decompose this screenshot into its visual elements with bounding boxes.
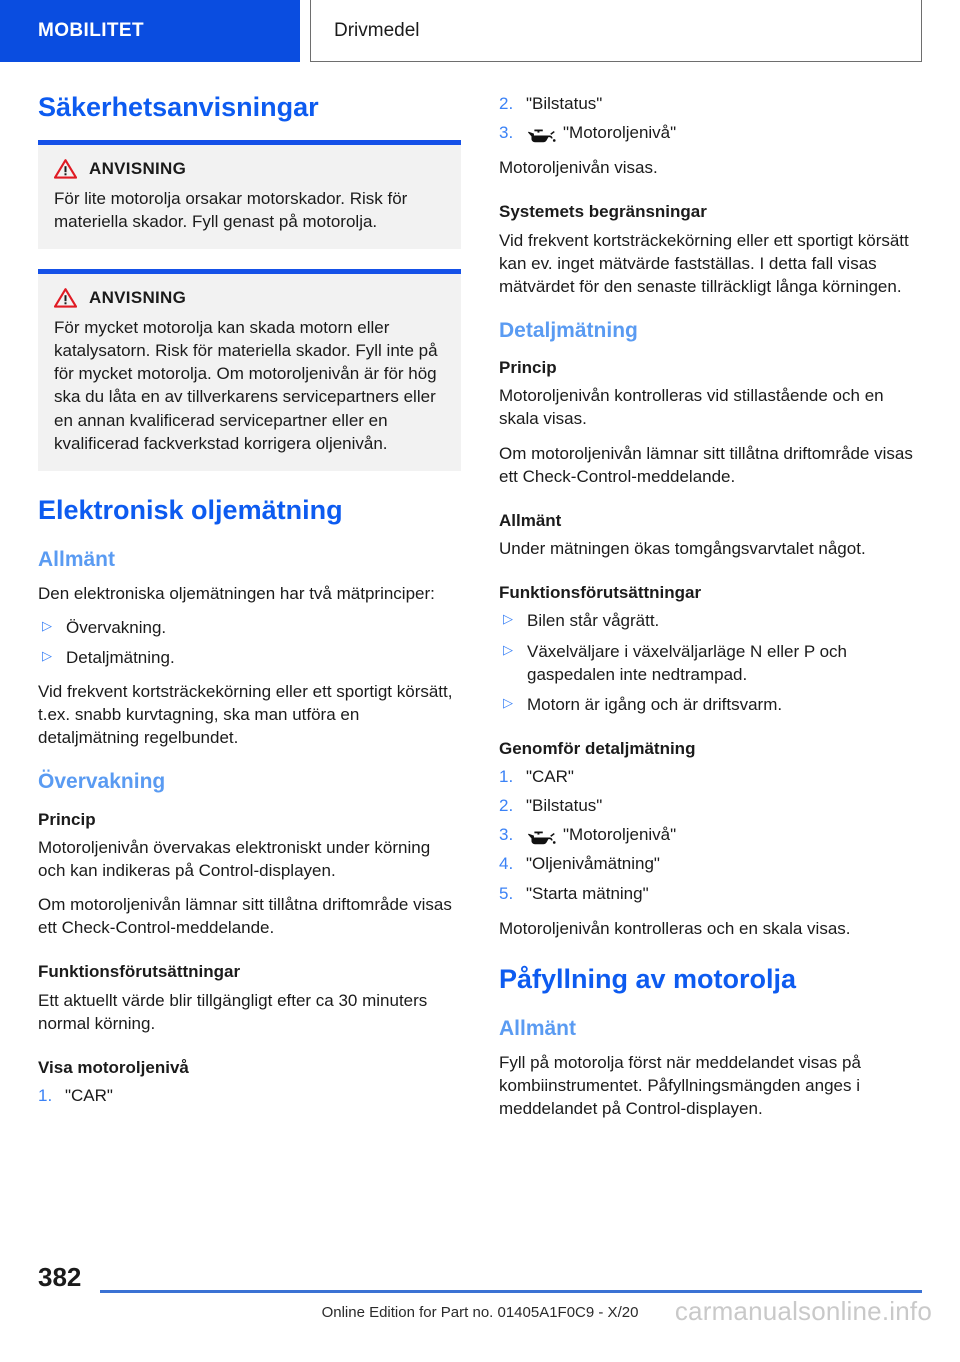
list-item — [499, 852, 922, 876]
heading-allmant: Allmänt — [499, 510, 562, 530]
footer-row — [0, 1262, 960, 1293]
heading-visa-motoroljeniva: Visa motoroljenivå — [38, 1057, 189, 1077]
list-item-label: "Starta mätning" — [526, 883, 649, 903]
list-item-label: "Motoroljenivå" — [563, 825, 677, 845]
notice-box — [38, 269, 461, 471]
right-column — [499, 62, 922, 1252]
oil-can-icon — [526, 829, 556, 844]
list-item — [499, 823, 922, 847]
header-brand — [0, 0, 300, 62]
notice-header — [54, 159, 445, 179]
section-title-elektronisk-oljematning: Elektronisk oljemätning — [38, 494, 343, 525]
notice-text: För lite motorolja orsakar motorskador. Risk för materiella skador. Fyll genast på motorolja. — [54, 188, 408, 231]
paragraph: Motoroljenivån visas. — [499, 158, 658, 178]
header-brand-label: MOBILITET — [38, 20, 144, 41]
list-item-label: Övervakning. — [66, 617, 167, 637]
list-item-label: Motorn är igång och är driftsvarm. — [527, 694, 783, 714]
paragraph: Vid frekvent kortsträckekörning eller ett sportigt körsätt, t.ex. snabb kurvtagning, ska man utföra en detaljmätning regelbundet. — [38, 682, 453, 748]
list-number: 2. — [499, 796, 514, 816]
heading-funktionsforutsattningar: Funktionsförutsättningar — [38, 962, 241, 982]
list-item — [499, 765, 922, 789]
triangle-bullet-icon: ▷ — [503, 641, 513, 657]
bullet-list — [38, 616, 461, 669]
list-item — [499, 794, 922, 818]
subsection-title-detaljmatning: Detaljmätning — [499, 318, 638, 342]
list-number: 5. — [499, 883, 514, 903]
paragraph: Under mätningen ökas tomgångsvarvtalet något. — [499, 539, 866, 559]
paragraph: Om motoroljenivån lämnar sitt tillåtna driftområde visas ett Check-Control-meddelande. — [38, 895, 452, 938]
list-item-label: "Bilstatus" — [526, 94, 603, 113]
list-item — [38, 646, 461, 669]
list-item — [499, 882, 922, 906]
notice-box — [38, 140, 461, 249]
triangle-bullet-icon: ▷ — [42, 617, 52, 633]
header-tab-drivmedel[interactable] — [310, 0, 922, 62]
footer-note: Online Edition for Part no. 01405A1F0C9 - X/20 — [321, 1304, 639, 1321]
subsection-title-allmant: Allmänt — [38, 547, 116, 571]
page-number: 382 — [38, 1262, 82, 1292]
list-item — [499, 693, 922, 716]
notice-text: För mycket motorolja kan skada motorn eller katalysatorn. Risk för materiella skador. Fyll inte på för mycket motorolja. Om motoroljenivån är för hög ska du låta en av tillverkarens servicepartners eller en annan kvalificerad servicepartner eller en kvalificerad fackverkstad korrigera oljenivån. — [54, 318, 438, 453]
list-number: 4. — [499, 854, 514, 874]
watermark: carmanualsonline.info — [674, 1296, 932, 1326]
paragraph: Fyll på motorolja först när meddelandet visas på kombiinstrumentet. Påfyllningsmängden anges i meddelandet på Control-displayen. — [499, 1052, 861, 1119]
bullet-list — [499, 609, 922, 715]
page-title: Säkerhetsanvisningar — [38, 92, 319, 122]
triangle-bullet-icon: ▷ — [503, 611, 513, 627]
heading-princip: Princip — [38, 809, 96, 829]
list-number: 1. — [38, 1086, 53, 1106]
triangle-bullet-icon: ▷ — [503, 694, 513, 710]
paragraph: Ett aktuellt värde blir tillgängligt efter ca 30 minuters normal körning. — [38, 990, 428, 1033]
list-item — [38, 616, 461, 639]
footer-divider — [100, 1290, 922, 1293]
list-item — [499, 121, 922, 145]
warning-triangle-icon — [54, 159, 77, 179]
list-item — [499, 640, 922, 686]
paragraph: Om motoroljenivån lämnar sitt tillåtna driftområde visas ett Check-Control-meddelande. — [499, 443, 913, 486]
numbered-list — [499, 765, 922, 906]
heading-funktionsforutsattningar: Funktionsförutsättningar — [499, 583, 702, 603]
list-item-label: "CAR" — [65, 1086, 113, 1106]
heading-systemets-begransningar: Systemets begränsningar — [499, 202, 707, 222]
triangle-bullet-icon: ▷ — [42, 648, 52, 663]
paragraph: Den elektroniska oljemätningen har två mätprinciper: — [38, 583, 435, 603]
oil-can-icon — [526, 127, 556, 142]
list-item-label: Bilen står vågrätt. — [527, 611, 660, 631]
numbered-list — [38, 1084, 461, 1108]
heading-princip: Princip — [499, 358, 557, 378]
paragraph: Motoroljenivån övervakas elektroniskt under körning och kan indikeras på Control-displayen. — [38, 837, 431, 880]
subsection-title-allmant: Allmänt — [499, 1016, 577, 1040]
list-item-label: "Bilstatus" — [526, 796, 603, 816]
paragraph: Motoroljenivån kontrolleras och en skala visas. — [499, 918, 851, 938]
list-item — [499, 609, 922, 632]
paragraph: Vid frekvent kortsträckekörning eller ett sportigt körsätt kan ev. inget mätvärde fastställas. I detta fall visas mätvärdet för den senaste tillräckligt långa körningen. — [499, 230, 909, 296]
page-footer — [0, 1252, 960, 1362]
section-title-pafyllning-av-motorolja: Påfyllning av motorolja — [499, 963, 797, 994]
page-header — [0, 0, 960, 62]
paragraph: Motoroljenivån kontrolleras vid stillastående och en skala visas. — [499, 386, 884, 429]
notice-label: ANVISNING — [89, 288, 187, 308]
list-item-label: Växelväljare i växelväljarläge N eller P och gaspedalen inte nedtrampad. — [527, 641, 848, 684]
list-number: 3. — [499, 123, 514, 143]
list-item-label: "Oljenivåmätning" — [526, 854, 660, 874]
warning-triangle-icon — [54, 288, 77, 308]
list-number: 1. — [499, 767, 514, 787]
list-number: 2. — [499, 94, 514, 113]
list-item — [38, 1084, 461, 1108]
page-body — [0, 62, 960, 1252]
left-column — [38, 62, 461, 1252]
list-item — [499, 92, 922, 116]
list-number: 3. — [499, 825, 514, 845]
list-item-label: "Motoroljenivå" — [563, 123, 677, 143]
list-item-label: Detaljmätning. — [66, 648, 175, 667]
notice-label: ANVISNING — [89, 158, 187, 178]
numbered-list-continued — [499, 92, 922, 145]
list-item-label: "CAR" — [526, 767, 574, 787]
notice-header — [54, 288, 445, 308]
header-tab-label: Drivmedel — [334, 19, 420, 41]
heading-genomfor-detaljmatning: Genomför detaljmätning — [499, 738, 696, 758]
subsection-title-overvakning: Övervakning — [38, 770, 166, 794]
